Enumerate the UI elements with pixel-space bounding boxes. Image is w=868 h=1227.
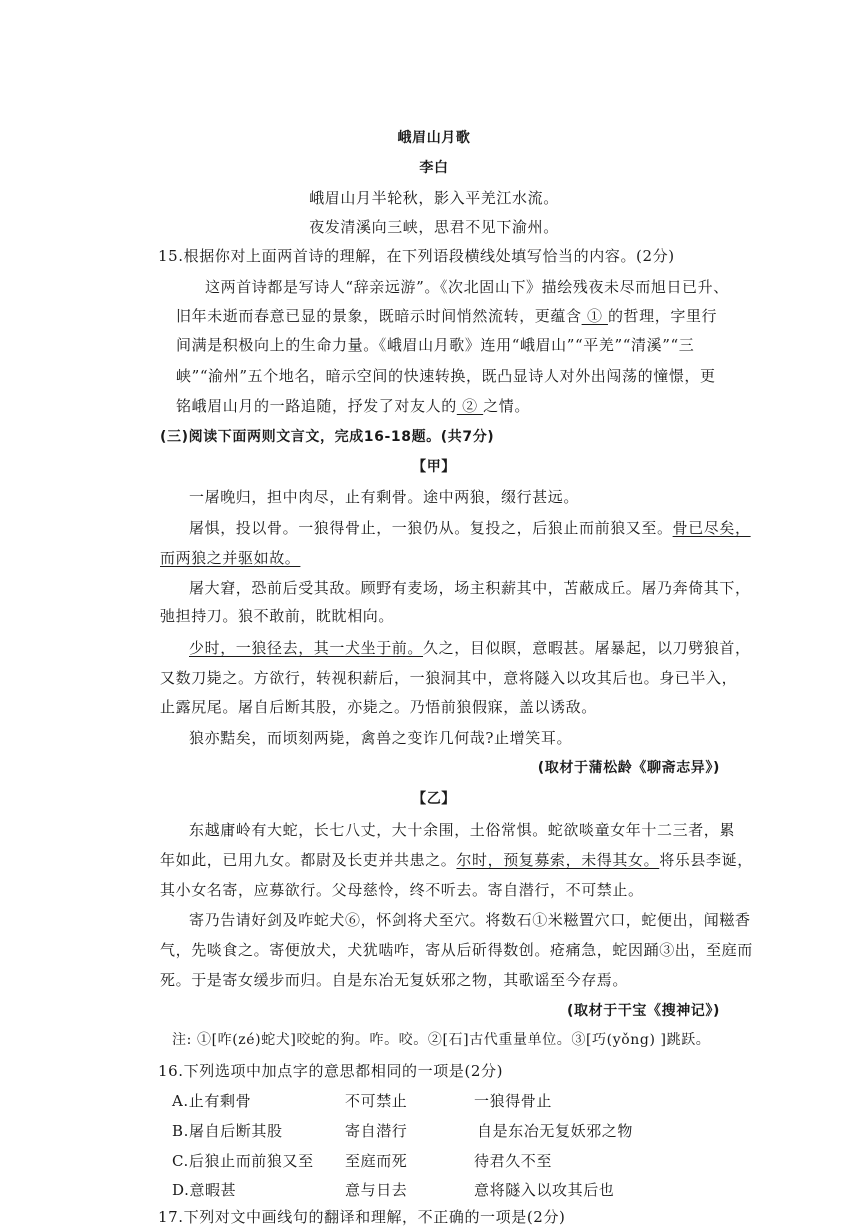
yi-line-1: 东越庸岭有大蛇，长七八丈，大十余围，土俗常惧。蛇欲啖童女年十二三者，累	[189, 821, 736, 839]
q16-option-d-2: 意与日去	[345, 1181, 408, 1199]
jia-underlined-2: 少时，一狼径去，其一犬坐于前。	[189, 639, 424, 657]
q16-option-c-3: 待君久不至	[474, 1152, 553, 1170]
poem-line-1: 峨眉山月半轮秋，影入平羌江水流。	[309, 189, 559, 207]
q16-option-b-3: 自是东冶无复妖邪之物	[477, 1122, 634, 1140]
yi-label: 【乙】	[412, 791, 456, 807]
jia-line-2: 屠惧，投以骨。一狼得骨止，一狼仍从。复投之，后狼止而前狼又至。骨已尽矣，	[189, 519, 751, 537]
q15-blank-2: ②	[456, 397, 484, 415]
q16-option-c-2: 至庭而死	[345, 1152, 408, 1170]
yi-line-5: 气，先啖食之。寄便放犬，犬犹啮咋，寄从后斫得数创。疮痛急，蛇因踊③出，至庭而	[160, 941, 753, 959]
q16-option-d-1: D.意暇甚	[172, 1181, 237, 1199]
jia-line-8: 止露尻尾。屠自后断其股，亦毙之。乃悟前狼假寐，盖以诱敌。	[160, 698, 597, 716]
jia-line-6: 少时，一狼径去，其一犬坐于前。久之，目似瞑，意暇甚。屠暴起，以刀劈狼首，	[189, 639, 751, 657]
jia-line-9: 狼亦黠矣，而顷刻两毙，禽兽之变诈几何哉?止增笑耳。	[189, 729, 573, 747]
jia-source: (取材于蒲松龄《聊斋志异》)	[537, 760, 720, 776]
jia-underlined-1b: 而两狼之并驱如故。	[160, 549, 301, 567]
jia-line-7: 又数刀毙之。方欲行，转视积薪后，一狼洞其中，意将隧入以攻其后也。身已半入，	[160, 669, 738, 687]
yi-underlined: 尔时，预复募索，未得其女。	[456, 851, 660, 869]
q15-para-line-2: 旧年未逝而春意已显的景象，既暗示时间悄然流转，更蕴含 ① 的哲理，字里行	[176, 307, 718, 325]
section3-heading: (三)阅读下面两则文言文，完成16-18题。(共7分)	[160, 429, 495, 445]
poem-author: 李白	[419, 160, 449, 176]
q15-para-line-3: 间满是积极向上的生命力量。《峨眉山月歌》连用“峨眉山”“平羌”“清溪”“三	[176, 336, 695, 354]
q16-option-d-3: 意将隧入以攻其后也	[474, 1181, 615, 1199]
yi-source: (取材于干宝《搜神记》)	[567, 1003, 720, 1019]
jia-line-1: 一屠晚归，担中肉尽，止有剩骨。途中两狼，缀行甚远。	[189, 488, 580, 506]
q16-option-a-1: A.止有剩骨	[172, 1092, 252, 1110]
q15-para-line-4: 峡”“渝州”五个地名，暗示空间的快速转换，既凸显诗人对外出闯荡的憧憬，更	[176, 367, 716, 385]
q16-option-b-1: B.屠自后断其股	[172, 1122, 283, 1140]
yi-line-2: 年如此，已用九女。都尉及长吏并共患之。尔时，预复募索，未得其女。将乐县李诞，	[160, 851, 753, 869]
yi-note: 注: ①[咋(zé)蛇犬]咬蛇的狗。咋。咬。②[石]古代重量单位。③[巧(yǒng) ]跳跃。	[172, 1032, 711, 1048]
yi-line-4: 寄乃告请好剑及咋蛇犬⑥，怀剑将犬至穴。将数石①米糍置穴口，蛇便出，闻糍香	[189, 911, 751, 929]
jia-label: 【甲】	[412, 459, 456, 475]
q16-option-a-3: 一狼得骨止	[474, 1092, 553, 1110]
q15-para-line-5: 铭峨眉山月的一路追随，抒发了对友人的 ② 之情。	[176, 397, 530, 415]
q15-stem: 15.根据你对上面两首诗的理解，在下列语段横线处填写恰当的内容。(2分)	[158, 247, 675, 265]
jia-line-5: 弛担持刀。狼不敢前，眈眈相向。	[160, 607, 395, 625]
q15-blank-1: ①	[581, 307, 608, 325]
q16-option-b-2: 寄自潜行	[345, 1122, 408, 1140]
q16-stem: 16.下列选项中加点字的意思都相同的一项是(2分)	[158, 1062, 504, 1080]
q17-stem: 17.下列对文中画线句的翻译和理解，不正确的一项是(2分)	[158, 1208, 566, 1226]
poem-line-2: 夜发清溪向三峡，思君不见下渝州。	[309, 218, 559, 236]
yi-line-6: 死。于是寄女缓步而归。自是东冶无复妖邪之物，其歌谣至今存焉。	[160, 971, 629, 989]
q15-para-line-1: 这两首诗都是写诗人“辞亲远游”。《次北固山下》描绘残夜未尽而旭日已升、	[205, 278, 729, 296]
jia-line-4: 屠大窘，恐前后受其敌。顾野有麦场，场主积薪其中，苫蔽成丘。屠乃奔倚其下，	[189, 579, 751, 597]
poem-title: 峨眉山月歌	[397, 130, 471, 146]
q16-option-a-2: 不可禁止	[345, 1092, 408, 1110]
q16-option-c-1: C.后狼止而前狼又至	[172, 1152, 314, 1170]
yi-line-3: 其小女名寄，应募欲行。父母慈怜，终不听去。寄自潜行，不可禁止。	[160, 881, 644, 899]
jia-underlined-1a: 骨已尽矣，	[672, 519, 751, 537]
